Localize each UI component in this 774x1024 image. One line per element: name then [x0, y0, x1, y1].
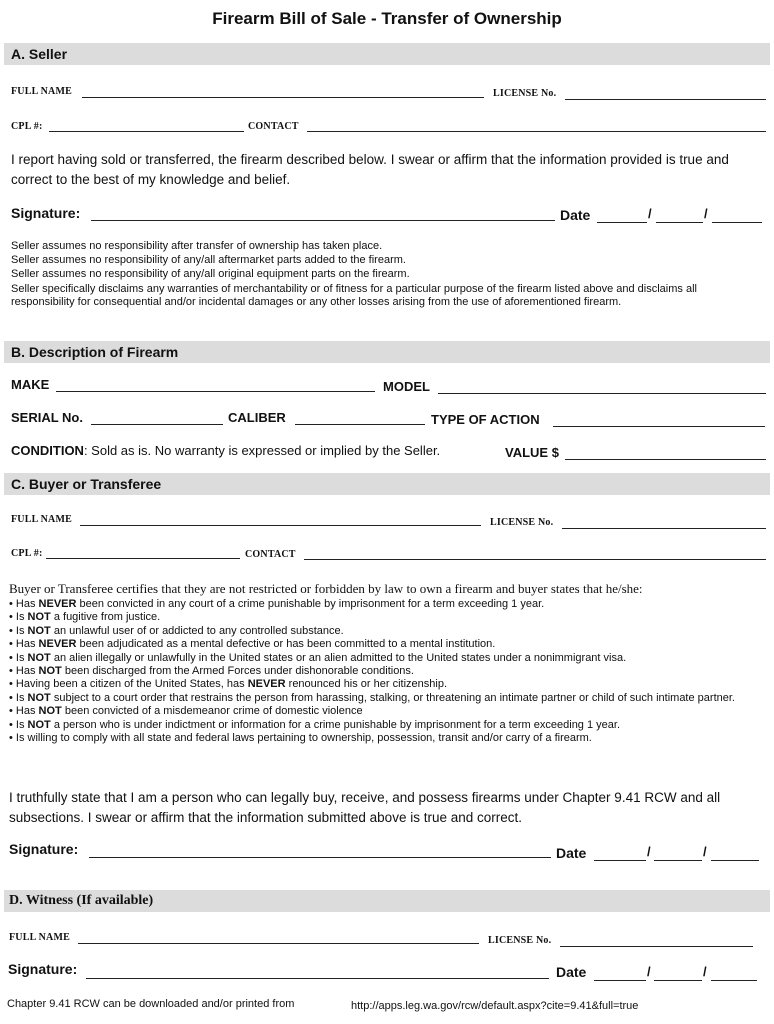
- footer-text: Chapter 9.41 RCW can be downloaded and/or printed from: [7, 998, 295, 1010]
- seller-disclaimer: Seller assumes no responsibility after transfer of ownership has taken place.: [11, 240, 383, 252]
- seller-signature-label: Signature:: [11, 205, 81, 221]
- witness-license-label: LICENSE No.: [488, 935, 552, 946]
- buyer-date-day-field[interactable]: [654, 860, 702, 861]
- witness-license-field[interactable]: [560, 946, 753, 947]
- footer-url[interactable]: http://apps.leg.wa.gov/rcw/default.aspx?cite=9.41&full=true: [351, 1000, 639, 1012]
- seller-license-field[interactable]: [565, 99, 766, 100]
- witness-date-label: Date: [556, 964, 587, 980]
- make-field[interactable]: [56, 391, 375, 392]
- seller-contact-label: CONTACT: [248, 121, 299, 132]
- witness-heading: D. Witness (If available): [9, 893, 154, 908]
- serial-label: SERIAL No.: [11, 410, 83, 425]
- witness-date-day-field[interactable]: [654, 980, 702, 981]
- buyer-certification-item: • Is NOT a person who is under indictment or information for a crime punishable by imprisonment for a term exceeding 1 year.: [9, 718, 621, 731]
- buyer-date-label: Date: [556, 845, 587, 861]
- seller-cpl-field[interactable]: [49, 131, 244, 132]
- seller-section-bar: [4, 43, 770, 65]
- model-field[interactable]: [438, 393, 766, 394]
- witness-full-name-label: FULL NAME: [9, 932, 70, 943]
- buyer-certification-item: • Is NOT subject to a court order that restrains the person from harassing, stalking, or threatening an intimate partner or child of such intimate partner.: [9, 691, 735, 704]
- value-label: VALUE $: [505, 445, 559, 460]
- seller-disclaimer: Seller assumes no responsibility of any/all original equipment parts on the firearm.: [11, 268, 410, 280]
- seller-date-label: Date: [560, 207, 591, 223]
- buyer-full-name-field[interactable]: [80, 525, 481, 526]
- seller-contact-field[interactable]: [307, 131, 766, 132]
- action-field[interactable]: [553, 426, 765, 427]
- buyer-signature-field[interactable]: [89, 857, 551, 858]
- seller-disclaimer: Seller assumes no responsibility of any/all aftermarket parts added to the firearm.: [11, 254, 406, 266]
- buyer-certification-item: • Is NOT an alien illegally or unlawfully in the United states or an alien admitted to the United states under a nonimmigrant visa.: [9, 651, 627, 664]
- seller-date-day-field[interactable]: [656, 222, 703, 223]
- seller-license-label: LICENSE No.: [493, 88, 557, 99]
- buyer-full-name-label: FULL NAME: [11, 514, 72, 525]
- buyer-contact-field[interactable]: [304, 559, 766, 560]
- buyer-date-month-field[interactable]: [594, 860, 646, 861]
- buyer-certification-item: • Has NEVER been adjudicated as a mental defective or has been committed to a mental institution.: [9, 638, 496, 651]
- witness-date-separator: /: [647, 964, 651, 979]
- seller-date-year-field[interactable]: [712, 222, 762, 223]
- witness-full-name-field[interactable]: [78, 943, 479, 944]
- seller-cpl-label: CPL #:: [11, 121, 43, 132]
- buyer-certification-item: • Is NOT a fugitive from justice.: [9, 611, 161, 624]
- buyer-cpl-label: CPL #:: [11, 548, 43, 559]
- buyer-certification-intro: Buyer or Transferee certifies that they are not restricted or forbidden by law to own a firearm and buyer states that he/she:: [9, 581, 643, 596]
- buyer-date-year-field[interactable]: [711, 860, 759, 861]
- condition-text: : Sold as is. No warranty is expressed or implied by the Seller.: [83, 443, 441, 458]
- seller-heading: A. Seller: [11, 46, 68, 62]
- action-label: TYPE OF ACTION: [431, 412, 540, 427]
- seller-date-month-field[interactable]: [597, 222, 647, 223]
- seller-disclaimer: Seller specifically disclaims any warranties of merchantability or of fitness for a particular purpose of the firearm listed above and disclaims all responsibility for consequential and/or incidental damages or any other losses arising from the use of aforementioned firearm.: [11, 283, 697, 308]
- buyer-license-field[interactable]: [562, 528, 766, 529]
- model-label: MODEL: [383, 379, 430, 394]
- witness-date-separator: /: [703, 964, 707, 979]
- seller-signature-field[interactable]: [91, 220, 555, 221]
- seller-full-name-label: FULL NAME: [11, 86, 72, 97]
- witness-signature-field[interactable]: [86, 978, 549, 979]
- buyer-statement: I truthfully state that I am a person who can legally buy, receive, and possess firearms under Chapter 9.41 RCW and all subsections. I swear or affirm that the information submitted above is true and correct.: [9, 790, 721, 825]
- buyer-license-label: LICENSE No.: [490, 517, 554, 528]
- buyer-certification-item: • Is NOT an unlawful user of or addicted to any controlled substance.: [9, 624, 344, 637]
- make-label: MAKE: [11, 377, 50, 392]
- witness-date-month-field[interactable]: [594, 980, 646, 981]
- condition-label: CONDITION: [11, 443, 84, 458]
- value-field[interactable]: [565, 459, 766, 460]
- serial-field[interactable]: [91, 424, 223, 425]
- condition-line: [11, 443, 440, 458]
- buyer-cpl-field[interactable]: [46, 558, 240, 559]
- buyer-heading: C. Buyer or Transferee: [11, 476, 162, 492]
- buyer-certification-list: [9, 598, 764, 745]
- buyer-certification-item: • Having been a citizen of the United States, has NEVER renounced his or her citizenship.: [9, 678, 448, 691]
- buyer-contact-label: CONTACT: [245, 549, 296, 560]
- document-title: Firearm Bill of Sale - Transfer of Ownership: [212, 9, 562, 28]
- seller-date-separator: /: [648, 206, 652, 221]
- witness-signature-label: Signature:: [8, 961, 78, 977]
- caliber-label: CALIBER: [228, 410, 286, 425]
- firearm-heading: B. Description of Firearm: [11, 344, 179, 360]
- buyer-signature-label: Signature:: [9, 841, 79, 857]
- witness-date-year-field[interactable]: [711, 980, 757, 981]
- buyer-date-separator: /: [703, 844, 707, 859]
- seller-statement: I report having sold or transferred, the firearm described below. I swear or affirm that the information provided is true and correct to the best of my knowledge and belief.: [11, 152, 729, 187]
- seller-full-name-field[interactable]: [82, 97, 484, 98]
- seller-date-separator: /: [704, 206, 708, 221]
- buyer-certification-item: • Has NEVER been convicted in any court of a crime punishable by imprisonment for a term exceeding 1 year.: [9, 598, 545, 610]
- buyer-certification-item: • Has NOT been convicted of a misdemeanor crime of domestic violence: [9, 705, 363, 718]
- caliber-field[interactable]: [295, 424, 425, 425]
- buyer-certification-item: • Is willing to comply with all state and federal laws pertaining to ownership, possession, transit and/or carry of a firearm.: [9, 732, 592, 745]
- buyer-date-separator: /: [647, 844, 651, 859]
- buyer-certification-item: • Has NOT been discharged from the Armed Forces under dishonorable conditions.: [9, 665, 414, 678]
